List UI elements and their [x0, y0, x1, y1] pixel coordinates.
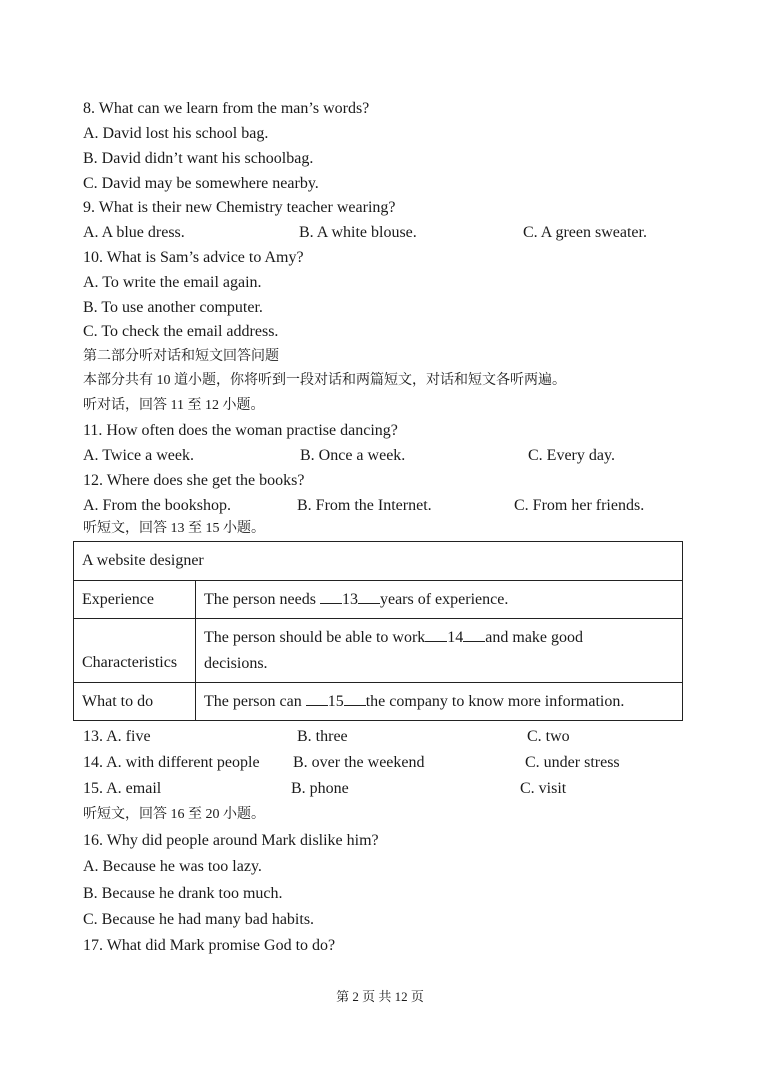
table-row-label: Experience [74, 581, 196, 619]
q15-option-c: C. visit [520, 780, 567, 797]
passage1-intro: 听短文，回答 13 至 15 小题。 [83, 521, 265, 536]
part2-instructions: 本部分共有 10 道小题，你将听到一段对话和两篇短文，对话和短文各听两遍。 [83, 373, 566, 388]
q16-option-c: C. Because he had many bad habits. [83, 911, 315, 928]
q14-option-c: C. under stress [525, 754, 620, 771]
blank-line [358, 589, 380, 604]
blank-line [425, 627, 447, 642]
q8-option-b: B. David didn’t want his schoolbag. [83, 150, 314, 167]
table-row-content [196, 683, 683, 721]
q12-option-a: A. From the bookshop. [83, 497, 231, 514]
row-text-before: The person can [204, 692, 306, 710]
q9-stem: 9. What is their new Chemistry teacher wearing? [83, 199, 396, 216]
part2-heading: 第二部分听对话和短文回答问题 [83, 349, 279, 364]
q9-option-a: A. A blue dress. [83, 224, 185, 241]
q16-option-b: B. Because he drank too much. [83, 885, 283, 902]
row-text-before: The person should be able to work [204, 628, 426, 646]
q13-option-a: 13. A. five [83, 728, 151, 745]
blank-number: 14 [447, 628, 464, 646]
q13-option-c: C. two [527, 728, 570, 745]
page-footer: 第 2 页 共 12 页 [336, 989, 424, 1004]
q11-option-a: A. Twice a week. [83, 447, 194, 464]
q9-option-b: B. A white blouse. [299, 224, 417, 241]
row-text-before: The person needs [204, 590, 320, 608]
row-text-after: the company to know more information. [365, 692, 625, 710]
passage2-intro: 听短文，回答 16 至 20 小题。 [83, 807, 265, 822]
table-row [74, 619, 683, 683]
blank-line [306, 691, 328, 706]
q10-option-a: A. To write the email again. [83, 274, 262, 291]
q9-option-c: C. A green sweater. [523, 224, 647, 241]
blank-number: 15 [327, 692, 344, 710]
q15-option-a: 15. A. email [83, 780, 162, 797]
q13-option-b: B. three [297, 728, 348, 745]
table-row-label: What to do [74, 683, 196, 721]
table-row [74, 683, 683, 721]
blank-line [463, 627, 485, 642]
row-text-after: years of experience. [379, 590, 509, 608]
q17-stem: 17. What did Mark promise God to do? [83, 937, 336, 954]
q10-option-b: B. To use another computer. [83, 299, 263, 316]
q12-stem: 12. Where does she get the books? [83, 472, 305, 489]
q12-option-b: B. From the Internet. [297, 497, 432, 514]
q10-stem: 10. What is Sam’s advice to Amy? [83, 249, 304, 266]
blank-line [320, 589, 342, 604]
q11-option-c: C. Every day. [528, 447, 615, 464]
q16-option-a: A. Because he was too lazy. [83, 858, 262, 875]
table-row-label: Characteristics [74, 619, 196, 683]
q11-option-b: B. Once a week. [300, 447, 406, 464]
q12-option-c: C. From her friends. [514, 497, 645, 514]
q10-option-c: C. To check the email address. [83, 323, 279, 340]
dialogue-intro: 听对话，回答 11 至 12 小题。 [83, 398, 265, 413]
q8-stem: 8. What can we learn from the man’s words? [83, 100, 370, 117]
q16-stem: 16. Why did people around Mark dislike him? [83, 832, 379, 849]
q14-option-b: B. over the weekend [293, 754, 425, 771]
table-row-content [196, 581, 683, 619]
q15-option-b: B. phone [291, 780, 349, 797]
q8-option-a: A. David lost his school bag. [83, 125, 269, 142]
table-title: A website designer [74, 542, 683, 581]
info-table [73, 541, 683, 721]
table-row-content [196, 619, 683, 683]
blank-line [344, 691, 366, 706]
q8-option-c: C. David may be somewhere nearby. [83, 175, 319, 192]
q11-stem: 11. How often does the woman practise dancing? [83, 422, 398, 439]
q14-option-a: 14. A. with different people [83, 754, 260, 771]
row-text-line2: decisions. [204, 654, 268, 672]
row-text-after: and make good [485, 628, 584, 646]
table-row [74, 581, 683, 619]
blank-number: 13 [341, 590, 358, 608]
